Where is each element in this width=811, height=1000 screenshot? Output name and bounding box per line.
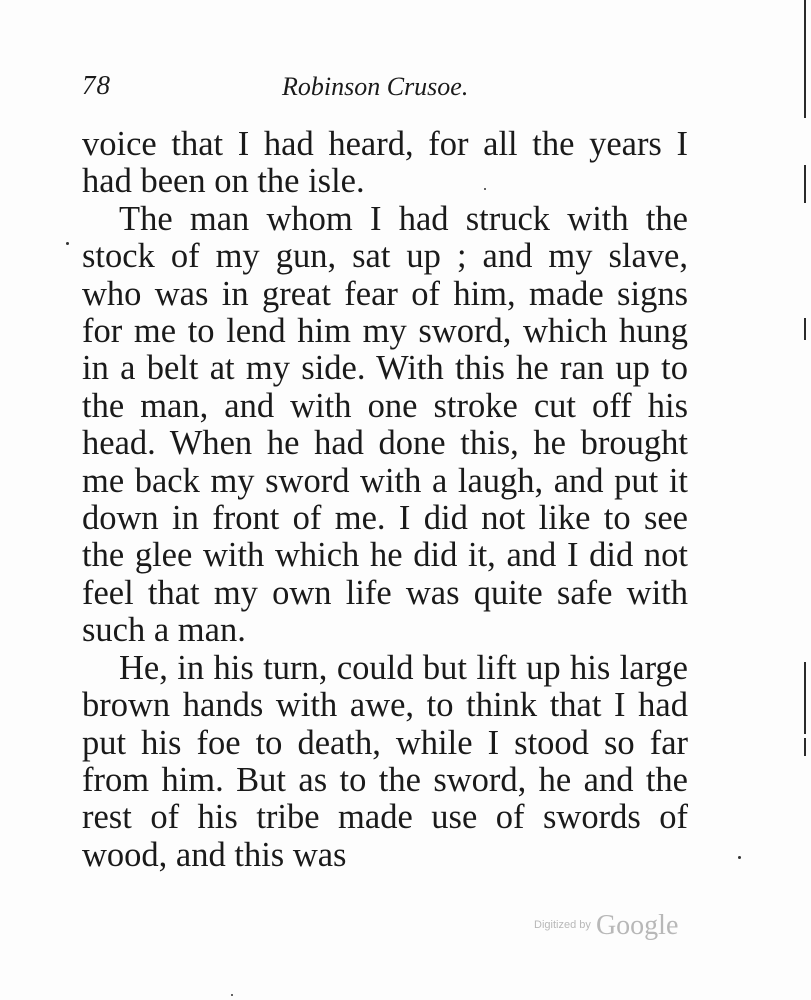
scan-speck <box>66 242 69 245</box>
scan-edge-mark <box>804 662 806 734</box>
paragraph-sword-scene: The man whom I had struck with the stock of my gun, sat up ; and my slave, who was in great fear of him, made signs for me to lend him my sword, which hung in a belt at my side. With this he ran up to the man, and with one stroke cut off his head. When he had done this, he brought me back my sword with a laugh, and put it down in front of me. I did not like to see the glee with which he did it, and I did not feel that my own life was quite safe with such a man. <box>82 199 688 650</box>
digitized-label: Digitized by <box>534 919 591 931</box>
page-header <box>82 70 694 110</box>
paragraph-wooden-swords: He, in his turn, could but lift up his large brown hands with awe, to think that I had put his foe to death, while I stood so far from him. But as to the sword, he and the rest of his tribe made use of swords of wood, and this was <box>82 648 688 874</box>
page-number: 78 <box>82 70 111 100</box>
google-brand: Google <box>595 910 679 941</box>
running-title: Robinson Crusoe. <box>282 72 469 101</box>
scan-edge-mark <box>804 165 806 203</box>
scan-edge-mark <box>804 0 806 118</box>
scan-edge-mark <box>804 318 806 340</box>
scan-edge-mark <box>804 738 806 756</box>
body-text <box>82 126 688 874</box>
paragraph-continuation: voice that I had heard, for all the years I had been on the isle. <box>82 125 688 201</box>
scan-speck <box>231 994 233 996</box>
digitized-watermark <box>534 910 678 942</box>
scan-speck <box>484 188 486 190</box>
scan-speck <box>738 856 741 859</box>
